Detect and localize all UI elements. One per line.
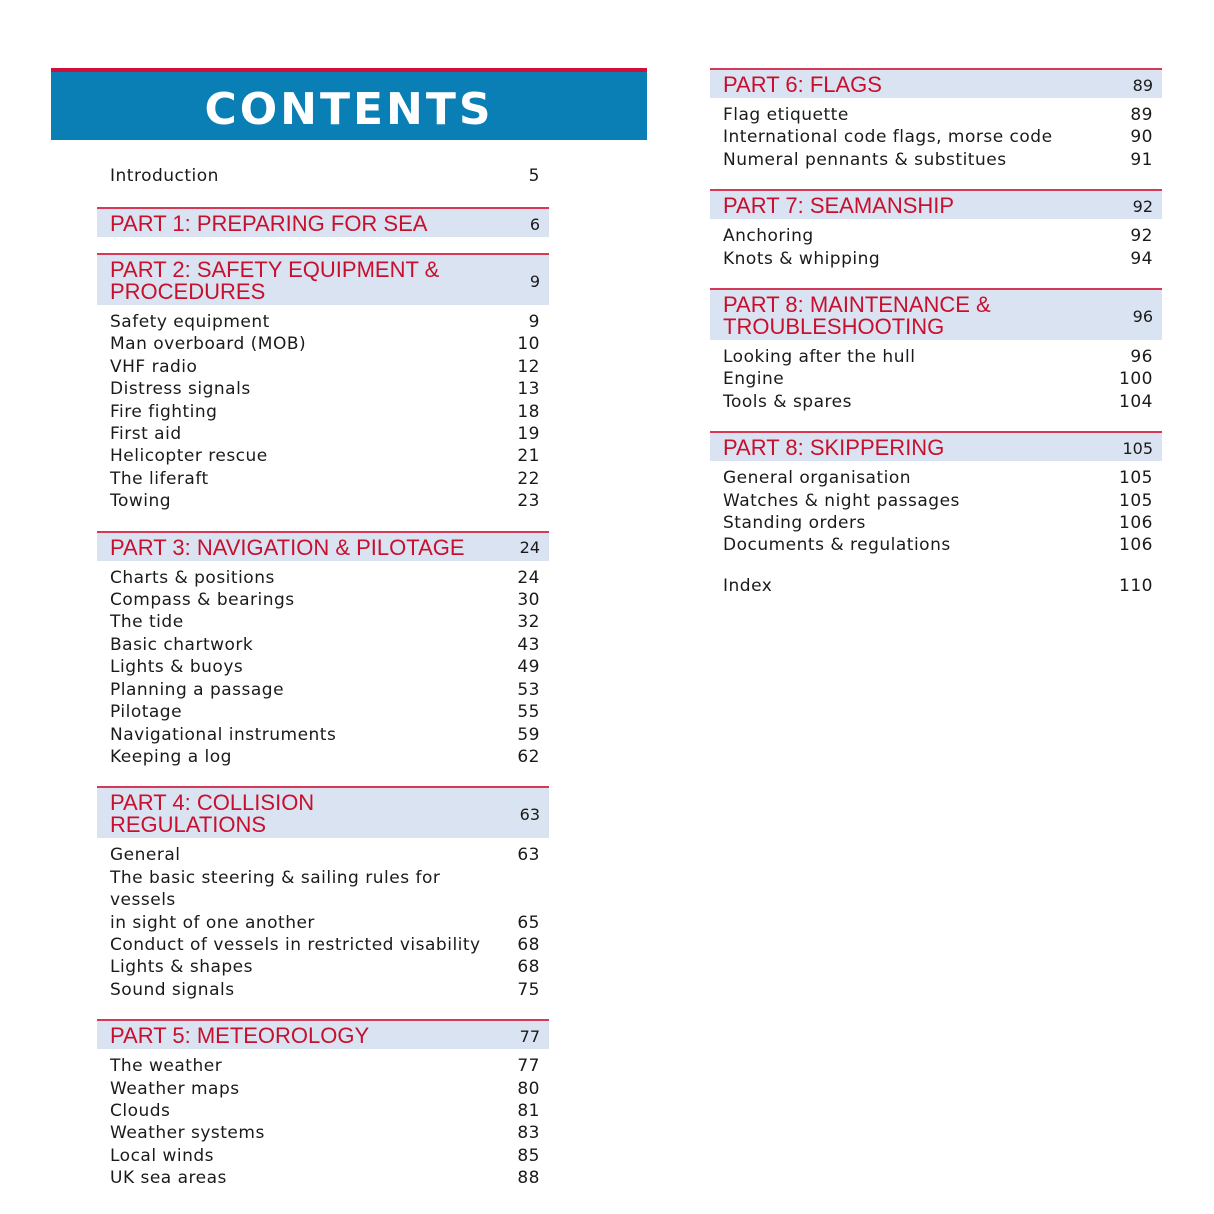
- entry-page: 49: [517, 657, 540, 678]
- part-heading[interactable]: [710, 68, 1162, 98]
- toc-entry[interactable]: [110, 934, 540, 956]
- entry-page: 106: [1119, 535, 1153, 556]
- toc-entry[interactable]: [723, 346, 1153, 368]
- part-page: 9: [529, 271, 540, 291]
- part-heading[interactable]: [97, 1019, 549, 1049]
- entry-label: Navigational instruments: [110, 724, 337, 745]
- toc-entry[interactable]: [723, 391, 1153, 413]
- part-page: 96: [1132, 306, 1153, 326]
- entry-label: Weather systems: [110, 1123, 265, 1144]
- toc-entry[interactable]: [110, 423, 540, 445]
- toc-entry[interactable]: [110, 634, 540, 656]
- toc-entry[interactable]: [723, 126, 1153, 148]
- part-heading[interactable]: [97, 207, 549, 237]
- entry-label: Flag etiquette: [723, 105, 849, 125]
- toc-entry[interactable]: [110, 1078, 540, 1100]
- entry-page: 100: [1119, 369, 1153, 390]
- entry-page: 105: [1119, 468, 1153, 489]
- entry-label: Index: [723, 575, 773, 596]
- entry-label: General: [110, 845, 181, 866]
- toc-part: [710, 68, 1162, 179]
- entry-label: Safety equipment: [110, 312, 270, 332]
- entry-label: Looking after the hull: [723, 347, 916, 368]
- entry-list: [710, 219, 1162, 278]
- right-column: [710, 68, 1162, 597]
- toc-entry[interactable]: [110, 979, 540, 1001]
- entry-page: 75: [517, 979, 540, 1000]
- part-page: 77: [519, 1026, 540, 1046]
- toc-entry[interactable]: [110, 356, 540, 378]
- entry-label: Watches & night passages: [723, 490, 960, 511]
- entry-label: The weather: [110, 1056, 223, 1077]
- entry-page: 106: [1119, 513, 1153, 534]
- part-heading[interactable]: [97, 531, 549, 561]
- entry-page: 68: [517, 957, 540, 978]
- entry-page: 55: [517, 702, 540, 723]
- entry-label: Compass & bearings: [110, 590, 295, 611]
- left-column: [97, 165, 549, 1208]
- entry-label: Tools & spares: [723, 391, 852, 412]
- entry-page: 59: [517, 724, 540, 745]
- entry-label: Distress signals: [110, 379, 251, 400]
- toc-part: [710, 288, 1162, 421]
- entry-label: Conduct of vessels in restricted visability: [110, 934, 481, 955]
- part-page: 89: [1132, 75, 1153, 95]
- toc-entry[interactable]: [110, 912, 540, 934]
- toc-entry[interactable]: [110, 746, 540, 768]
- entry-label: Lights & shapes: [110, 957, 254, 978]
- entry-label: Engine: [723, 369, 785, 390]
- entry-page: 9: [528, 312, 540, 332]
- entry-label: Weather maps: [110, 1078, 240, 1099]
- toc-part: [97, 207, 549, 237]
- toc-entry[interactable]: [723, 149, 1153, 171]
- entry-label: Helicopter rescue: [110, 446, 268, 467]
- entry-label: First aid: [110, 424, 182, 445]
- toc-entry[interactable]: [110, 1100, 540, 1122]
- entry-list: [710, 340, 1162, 421]
- entry-label: Documents & regulations: [723, 535, 951, 556]
- entry-page: 83: [517, 1123, 540, 1144]
- part-heading[interactable]: [710, 431, 1162, 461]
- toc-entry[interactable]: [110, 956, 540, 978]
- toc-entry[interactable]: [110, 724, 540, 746]
- entry-list: [97, 1049, 549, 1197]
- part-title: PART 5: METEOROLOGY: [110, 1023, 370, 1049]
- toc-entry[interactable]: [110, 378, 540, 400]
- part-page: 92: [1132, 196, 1153, 216]
- entry-page: 110: [1119, 575, 1153, 596]
- entry-page: 24: [517, 567, 540, 588]
- part-title: PART 8: MAINTENANCE & TROUBLESHOOTING: [723, 292, 991, 340]
- entry-page: 30: [517, 590, 540, 611]
- part-heading[interactable]: [97, 253, 549, 305]
- part-title: PART 4: COLLISION REGULATIONS: [110, 790, 315, 838]
- entry-page: 32: [517, 612, 540, 633]
- left-parts: [97, 207, 549, 1198]
- toc-entry[interactable]: [723, 368, 1153, 390]
- entry-label: Basic chartwork: [110, 634, 254, 655]
- entry-label: Knots & whipping: [723, 248, 881, 269]
- entry-label: Numeral pennants & substitues: [723, 149, 1007, 170]
- entry-page: 89: [1130, 105, 1153, 125]
- entry-page: 92: [1130, 226, 1153, 247]
- toc-entry[interactable]: [110, 401, 540, 423]
- entry-page: 104: [1119, 391, 1153, 412]
- entry-page: 94: [1130, 248, 1153, 269]
- toc-entry[interactable]: [723, 490, 1153, 512]
- entry-label: in sight of one another: [110, 912, 315, 933]
- contents-banner: [51, 68, 647, 140]
- toc-part: [97, 531, 549, 777]
- part-page: 63: [519, 804, 540, 824]
- entry-label: Lights & buoys: [110, 657, 244, 678]
- entry-page: 90: [1130, 127, 1153, 148]
- toc-entry[interactable]: [110, 679, 540, 701]
- entry-label: Pilotage: [110, 702, 183, 723]
- entry-page: 19: [517, 424, 540, 445]
- entry-page: 5: [528, 166, 540, 186]
- entry-label: The basic steering & sailing rules for vessels: [110, 867, 441, 911]
- toc-part: [97, 786, 549, 1009]
- part-page: 6: [529, 214, 540, 234]
- entry-page: 63: [517, 845, 540, 866]
- entry-label: Keeping a log: [110, 746, 232, 767]
- entry-page: 23: [517, 491, 540, 512]
- entry-page: 10: [517, 334, 540, 355]
- toc-entry[interactable]: [110, 867, 540, 912]
- entry-page: 81: [517, 1100, 540, 1121]
- part-page: 24: [519, 538, 540, 558]
- entry-label: Introduction: [110, 166, 219, 186]
- entry-page: 77: [517, 1056, 540, 1077]
- entry-page: 12: [517, 356, 540, 377]
- toc-entry-index[interactable]: [710, 575, 1162, 597]
- entry-page: 85: [517, 1145, 540, 1166]
- toc-entry-introduction[interactable]: [97, 165, 549, 193]
- entry-list: [97, 838, 549, 1009]
- right-parts: [710, 68, 1162, 565]
- toc-entry[interactable]: [723, 248, 1153, 270]
- toc-entry[interactable]: [723, 467, 1153, 489]
- entry-page: 68: [517, 934, 540, 955]
- part-title: PART 2: SAFETY EQUIPMENT & PROCEDURES: [110, 257, 440, 304]
- toc-entry[interactable]: [723, 534, 1153, 556]
- part-heading[interactable]: [710, 288, 1162, 340]
- entry-label: Clouds: [110, 1100, 171, 1121]
- entry-page: 96: [1130, 347, 1153, 368]
- entry-page: 105: [1119, 490, 1153, 511]
- entry-label: Anchoring: [723, 226, 814, 247]
- entry-label: UK sea areas: [110, 1168, 227, 1189]
- entry-page: 13: [517, 379, 540, 400]
- entry-label: The liferaft: [110, 468, 209, 489]
- toc-part: [97, 1019, 549, 1197]
- entry-label: The tide: [110, 612, 184, 633]
- toc-entry[interactable]: [110, 333, 540, 355]
- entry-page: 88: [517, 1168, 540, 1189]
- toc-entry[interactable]: [110, 468, 540, 490]
- toc-entry[interactable]: [110, 1122, 540, 1144]
- toc-entry[interactable]: [110, 1167, 540, 1189]
- toc-part: [710, 431, 1162, 565]
- toc-entry[interactable]: [110, 611, 540, 633]
- toc-entry[interactable]: [110, 701, 540, 723]
- toc-entry[interactable]: [110, 490, 540, 512]
- entry-label: Planning a passage: [110, 679, 285, 700]
- entry-list: [710, 461, 1162, 565]
- part-title: PART 6: FLAGS: [723, 72, 882, 97]
- entry-page: 65: [517, 912, 540, 933]
- part-title: PART 8: SKIPPERING: [723, 435, 945, 461]
- entry-page: 62: [517, 746, 540, 767]
- entry-label: VHF radio: [110, 356, 198, 377]
- part-heading[interactable]: [97, 786, 549, 838]
- entry-label: Sound signals: [110, 979, 235, 1000]
- toc-entry[interactable]: [110, 1055, 540, 1077]
- toc-entry[interactable]: [110, 311, 540, 333]
- entry-list: [97, 561, 549, 777]
- toc-entry[interactable]: [723, 225, 1153, 247]
- toc-entry[interactable]: [110, 445, 540, 467]
- part-title: PART 1: PREPARING FOR SEA: [110, 211, 428, 236]
- toc-part: [710, 189, 1162, 278]
- toc-entry[interactable]: [110, 567, 540, 589]
- entry-label: Standing orders: [723, 513, 866, 534]
- toc-entry[interactable]: [110, 656, 540, 678]
- entry-list: [97, 305, 549, 521]
- toc-entry[interactable]: [110, 1145, 540, 1167]
- entry-label: Charts & positions: [110, 567, 275, 588]
- entry-label: Fire fighting: [110, 401, 218, 422]
- entry-list: [710, 98, 1162, 179]
- entry-page: 80: [517, 1078, 540, 1099]
- entry-label: Local winds: [110, 1145, 215, 1166]
- entry-label: General organisation: [723, 468, 912, 489]
- part-title: PART 7: SEAMANSHIP: [723, 193, 955, 219]
- toc-part: [97, 253, 549, 521]
- part-title: PART 3: NAVIGATION & PILOTAGE: [110, 534, 465, 560]
- entry-page: 53: [517, 679, 540, 700]
- entry-page: 21: [517, 446, 540, 467]
- toc-entry[interactable]: [723, 512, 1153, 534]
- entry-page: 18: [517, 401, 540, 422]
- part-heading[interactable]: [710, 189, 1162, 219]
- part-page: 105: [1122, 438, 1153, 458]
- entry-label: Towing: [110, 491, 172, 512]
- page-title: CONTENTS: [204, 84, 494, 135]
- entry-label: International code flags, morse code: [723, 127, 1053, 148]
- toc-entry[interactable]: [110, 589, 540, 611]
- toc-entry[interactable]: [723, 104, 1153, 126]
- toc-entry[interactable]: [110, 844, 540, 866]
- entry-label: Man overboard (MOB): [110, 334, 307, 355]
- entry-page: 91: [1130, 149, 1153, 170]
- entry-page: 22: [517, 468, 540, 489]
- entry-page: 43: [517, 634, 540, 655]
